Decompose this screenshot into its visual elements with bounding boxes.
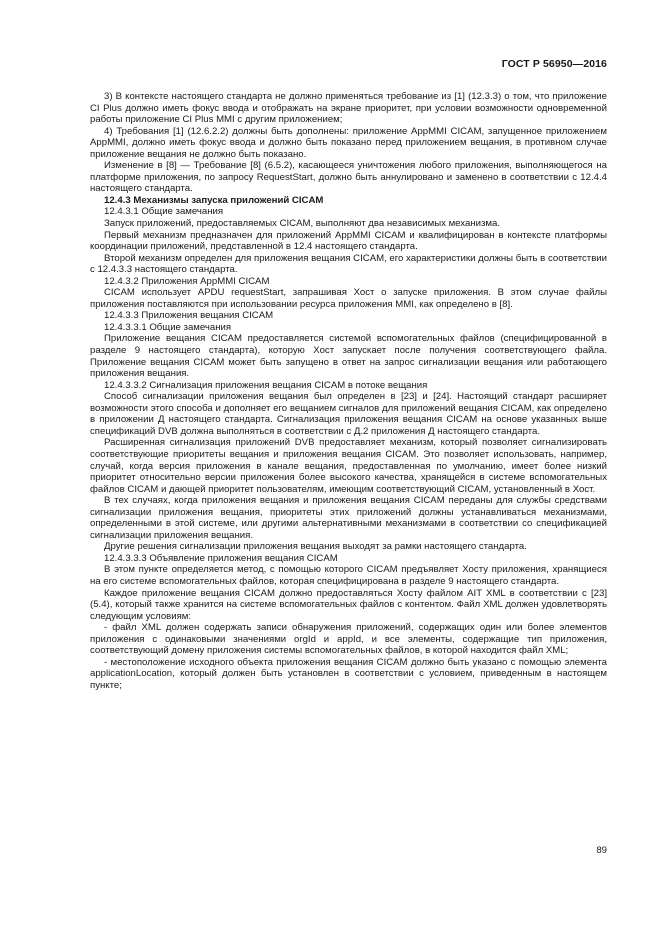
page-number: 89 [596, 845, 607, 856]
body-text [90, 91, 607, 691]
paragraph: Запуск приложений, предоставляемых CICAM, выполняют два независимых механизма. [104, 218, 500, 230]
paragraph: 12.4.3.2 Приложения AppMMI CICAM [104, 275, 270, 287]
paragraph: Другие решения сигнализации приложения вещания выходят за рамки настоящего стандарта. [104, 541, 527, 553]
paragraph: 12.4.3.3.2 Сигнализация приложения вещания CICAM в потоке вещания [104, 379, 428, 391]
paragraph: Способ сигнализации приложения вещания был определен в [23] и [24]. Настоящий стандарт расширяет возможности этого способа и дополняет его вещанием сигналов для приложений вещания CICAM, как определено в приложении Д настоящего стандарта. Сигнализация приложения вещания CICAM на основе указанных выше спецификаций DVB должна выполняться в соответствии с Д.2 приложения Д настоящего стандарта. [90, 391, 607, 437]
paragraph: Каждое приложение вещания CICAM должно предоставляться Хосту файлом AIT XML в соответствии с [23] (5.4), который также хранится на системе вспомогательных файлов с контентом. Файл XML должен удовлетворять следующим условиям: [90, 587, 607, 622]
paragraph: - файл XML должен содержать записи обнаружения приложений, содержащих один или более элементов приложения с одинаковыми значениями orgId и appId, и все элементы, содержащие тип приложения, соответствующий домену приложения системы вспомогательных файлов, в которой находится файл XML; [90, 622, 607, 657]
paragraph: В этом пункте определяется метод, с помощью которого CICAM предъявляет Хосту приложения, хранящиеся на его системе вспомогательных файлов, которая специфицирована в разделе 9 настоящего стандарта. [90, 564, 607, 587]
paragraph: 12.4.3.1 Общие замечания [104, 206, 224, 218]
paragraph: Приложение вещания CICAM предоставляется системой вспомогательных файлов (специфицированной в разделе 9 настоящего стандарта), которую Хост запускает после получения соответствующего файла. Приложение вещания CICAM может быть запущено в ответ на запрос сигнализации вещания или работающего приложения вещания. [90, 333, 607, 380]
paragraph: 4) Требования [1] (12.6.2.2) должны быть дополнены: приложение AppMMI CICAM, запущенное приложением AppMMI, должно иметь фокус ввода и должно быть показано перед приложением вещания, в противном случае приложение вещания не должно быть показано. [90, 125, 607, 160]
paragraph: 12.4.3.3.3 Объявление приложения вещания CICAM [104, 552, 338, 564]
paragraph: 12.4.3.3 Приложения вещания CICAM [104, 310, 274, 322]
paragraph: CICAM использует APDU requestStart, запрашивая Хост о запуске приложения. В этом случае файлы приложения поставляются при использовании ресурса приложения MMI, как определено в [8]. [90, 287, 607, 310]
paragraph: - местоположение исходного объекта приложения вещания CICAM должно быть указано с помощью элемента applicationLocation, который должен быть установлен в соответствии с условием, приведенным в настоящем пункте; [90, 656, 607, 691]
document-standard-header: ГОСТ Р 56950—2016 [501, 58, 607, 70]
paragraph: 3) В контексте настоящего стандарта не должно применяться требование из [1] (12.3.3) о том, что приложение CI Plus должно иметь фокус ввода и отображать на экране приоритет, при условии возможности одновременной работы приложение CI Plus MMI с другим приложением; [90, 91, 607, 126]
paragraph: В тех случаях, когда приложения вещания и приложения вещания CICAM переданы для службы средствами сигнализации приложения вещания, приоритеты этих приложений должны устанавливаться механизмами, определенными в этой системе, или другими альтернативными механизмами в соответствии со спецификацией сигнализации приложения вещания. [90, 495, 607, 541]
paragraph: Расширенная сигнализация приложений DVB предоставляет механизм, который позволяет сигнализировать соответствующие приоритеты вещания и приложения вещания CICAM. Это позволяет использовать, например, случай, когда версия приложения в канале вещания, предоставленная по умолчанию, имеет более низкий приоритет относительно версии приложения более высокого качества, хранящейся в системе вспомогательных файлов CICAM и дающей приоритет пользователям, имеющим соответствующий CICAM, установленный в Хост. [90, 437, 607, 495]
paragraph: Изменение в [8] — Требование [8] (6.5.2), касающееся уничтожения любого приложения, выполняющегося на платформе приложения, по запросу RequestStart, должно быть аннулировано и заменено в соответствии с 12.4.4 настоящего стандарта. [90, 160, 607, 195]
paragraph: Второй механизм определен для приложения вещания CICAM, его характеристики должны быть в соответствии с 12.4.3.3 настоящего стандарта. [90, 252, 608, 276]
paragraph: Первый механизм предназначен для приложений AppMMI CICAM и квалифицирован в контексте платформы координации приложений, представленной в 12.4 настоящего стандарта. [90, 229, 607, 253]
paragraph: 12.4.3.3.1 Общие замечания [104, 321, 232, 333]
section-heading: 12.4.3 Механизмы запуска приложений CICAM [104, 194, 324, 206]
